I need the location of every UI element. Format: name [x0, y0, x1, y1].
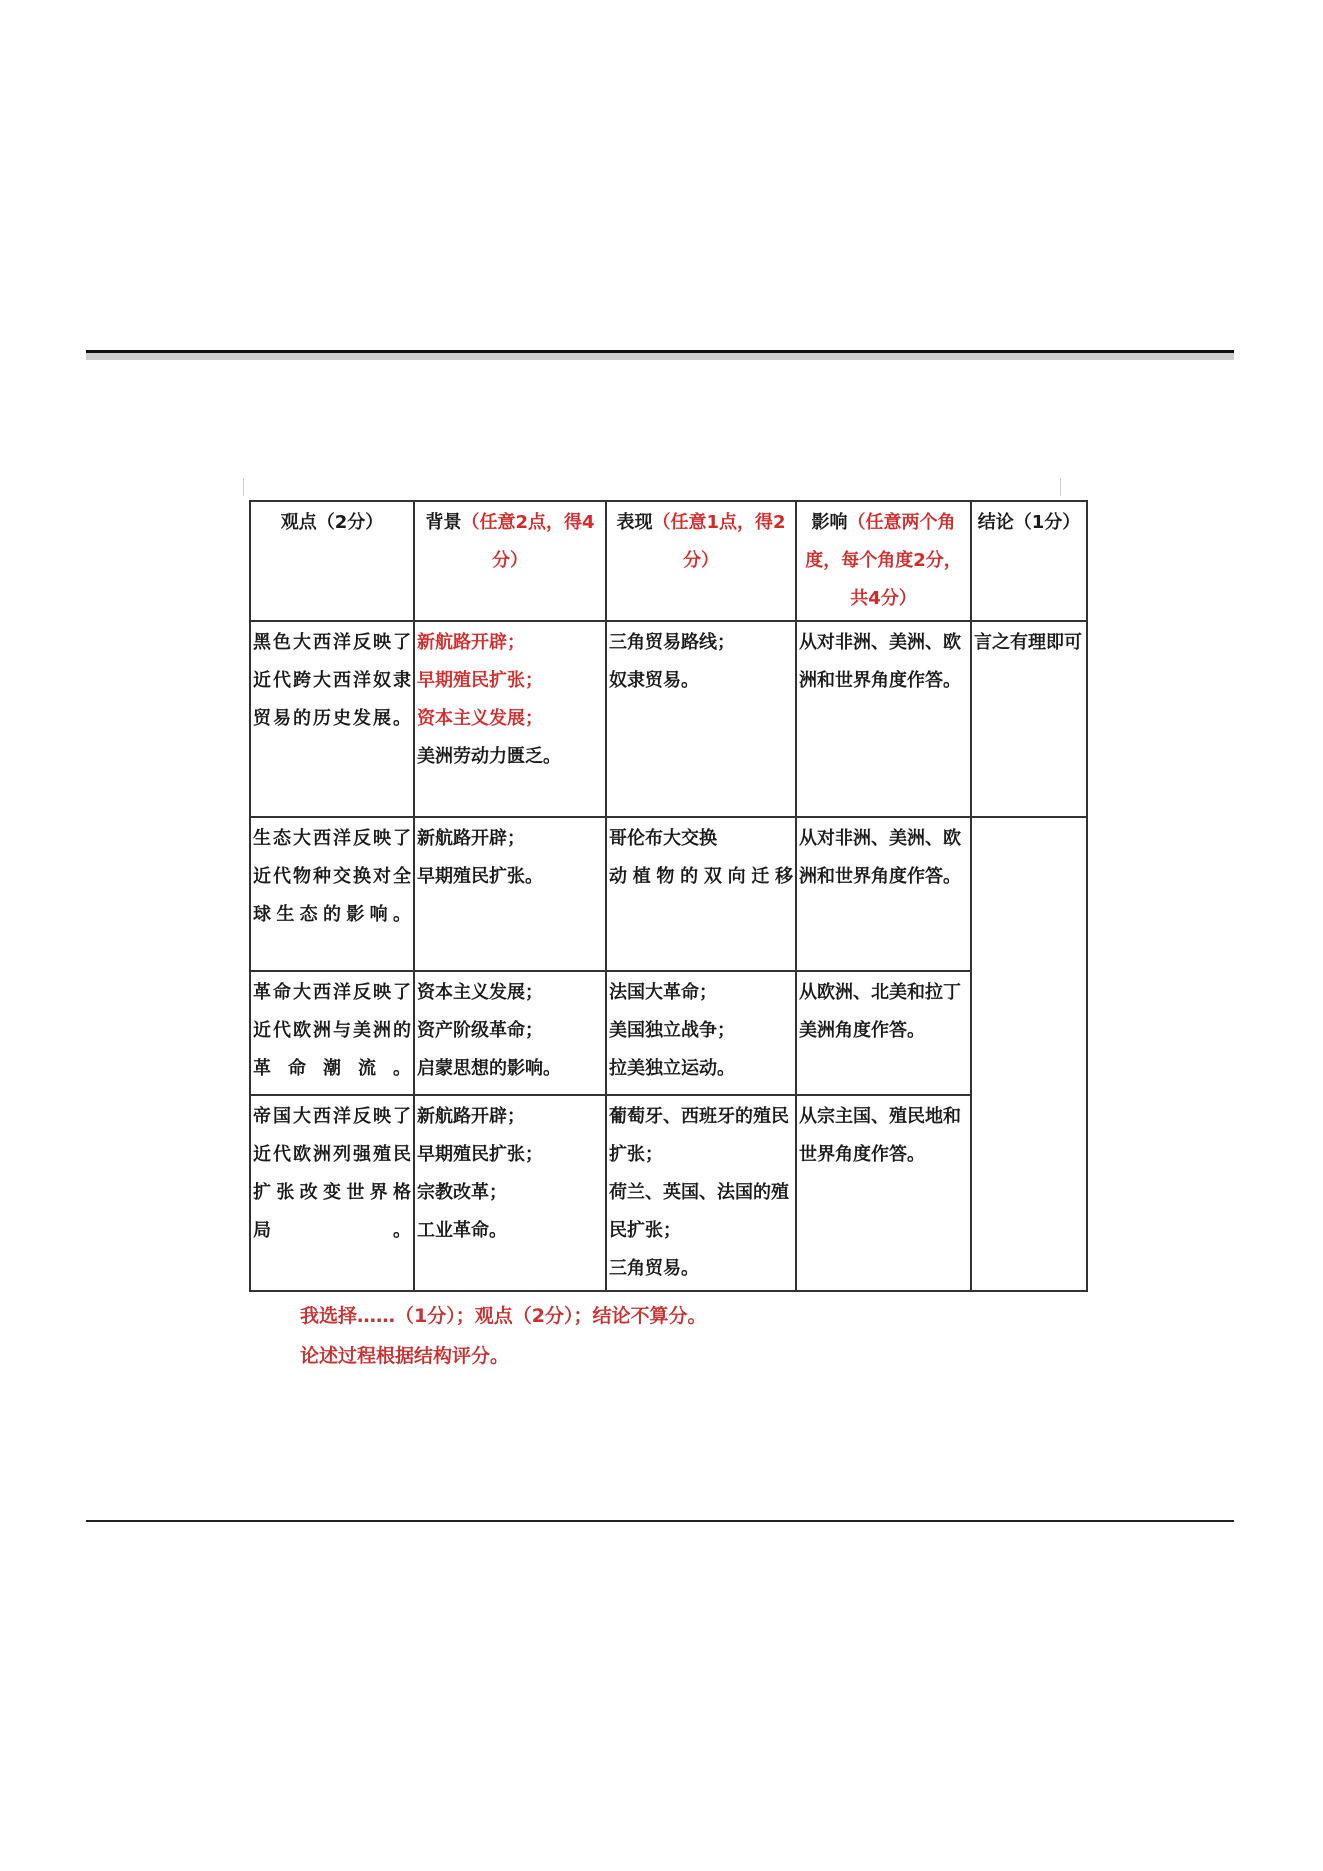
- row2-background: 新航路开辟； 早期殖民扩张。: [414, 817, 606, 971]
- row4-conclusion-empty: [971, 1095, 1087, 1291]
- row4-viewpoint: 帝国大西洋反映了近代欧洲列强殖民扩张改变世界格局。: [250, 1095, 414, 1291]
- row2-viewpoint: 生态大西洋反映了近代物种交换对全球生态的影响。: [250, 817, 414, 971]
- scoring-notes: [300, 1296, 706, 1376]
- row3-conclusion-empty: [971, 971, 1087, 1095]
- scoring-rubric-table: [249, 500, 1088, 1292]
- header-impact-note: （任意两个角度，每个角度2分，共4分）: [805, 512, 962, 609]
- row4-impact: 从宗主国、殖民地和世界角度作答。: [796, 1095, 971, 1291]
- note-line-2: 论述过程根据结构评分。: [300, 1345, 510, 1367]
- header-background-note: （任意2点，得4分）: [461, 512, 595, 571]
- note-line-1: 我选择……（1分）；观点（2分）；结论不算分。: [300, 1305, 707, 1327]
- header-performance: 表现（任意1点，得2分）: [606, 501, 796, 621]
- header-viewpoint: 观点（2分）: [250, 501, 414, 621]
- row1-viewpoint: 黑色大西洋反映了近代跨大西洋奴隶贸易的历史发展。: [250, 621, 414, 817]
- table-header-row: [250, 501, 1087, 621]
- table-row: [250, 1095, 1087, 1291]
- header-performance-note: （任意1点，得2分）: [652, 512, 786, 571]
- row3-viewpoint: 革命大西洋反映了近代欧洲与美洲的革命潮流。: [250, 971, 414, 1095]
- row2-conclusion-empty: [971, 817, 1087, 971]
- table-row: [250, 817, 1087, 971]
- header-impact: 影响（任意两个角度，每个角度2分，共4分）: [796, 501, 971, 621]
- bottom-divider: [86, 1520, 1234, 1522]
- header-conclusion: 结论（1分）: [971, 501, 1087, 621]
- row1-performance: 三角贸易路线； 奴隶贸易。: [606, 621, 796, 817]
- row3-impact: 从欧洲、北美和拉丁美洲角度作答。: [796, 971, 971, 1095]
- crop-mark-left: [243, 478, 244, 496]
- table-row: [250, 971, 1087, 1095]
- top-divider: [86, 350, 1234, 360]
- crop-mark-right: [1060, 478, 1061, 496]
- row1-background: 新航路开辟； 早期殖民扩张； 资本主义发展； 美洲劳动力匮乏。: [414, 621, 606, 817]
- header-background: 背景（任意2点，得4分）: [414, 501, 606, 621]
- row4-background: 新航路开辟； 早期殖民扩张； 宗教改革； 工业革命。: [414, 1095, 606, 1291]
- table-row: [250, 621, 1087, 817]
- row2-performance: 哥伦布大交换 动植物的双向迁移: [606, 817, 796, 971]
- row4-performance: 葡萄牙、西班牙的殖民扩张； 荷兰、英国、法国的殖民扩张； 三角贸易。: [606, 1095, 796, 1291]
- row2-impact: 从对非洲、美洲、欧洲和世界角度作答。: [796, 817, 971, 971]
- row1-impact: 从对非洲、美洲、欧洲和世界角度作答。: [796, 621, 971, 817]
- row3-performance: 法国大革命； 美国独立战争； 拉美独立运动。: [606, 971, 796, 1095]
- row3-background: 资本主义发展； 资产阶级革命； 启蒙思想的影响。: [414, 971, 606, 1095]
- row1-conclusion: 言之有理即可: [971, 621, 1087, 817]
